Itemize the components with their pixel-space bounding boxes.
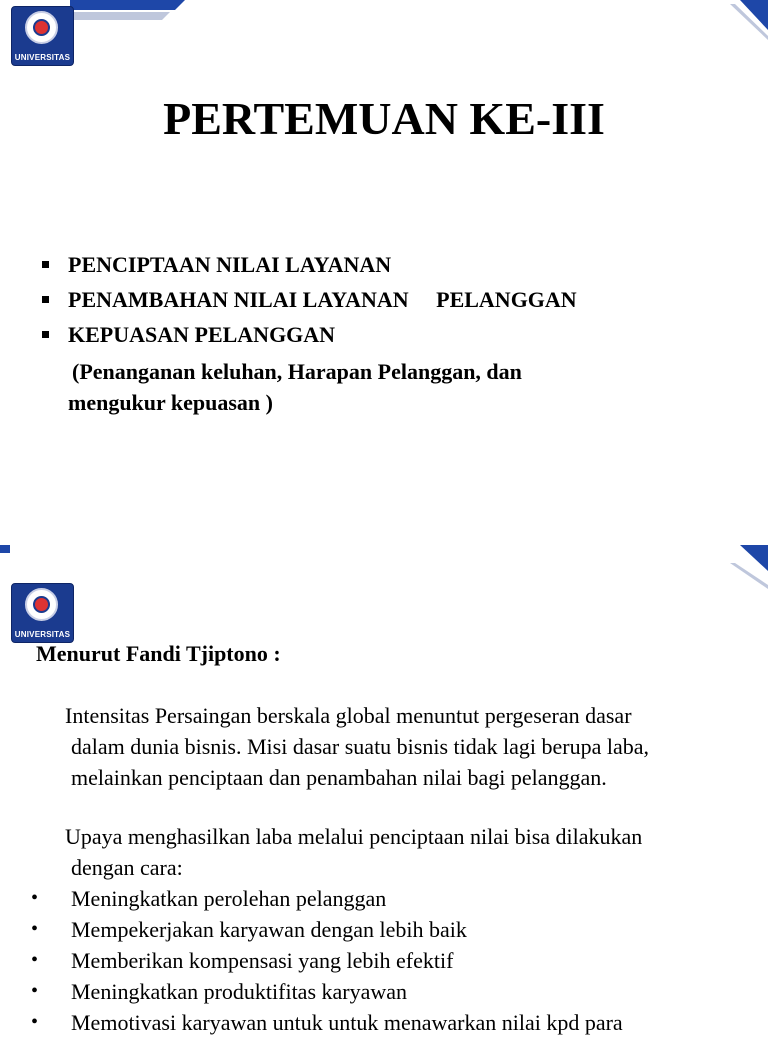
- slide-2: [0, 545, 768, 1035]
- logo-label: UNIVERSITAS: [14, 53, 71, 62]
- university-seal-icon: [25, 11, 58, 44]
- list-item: • Memotivasi karyawan untuk untuk menawarkan nilai kpd para: [0, 1007, 768, 1038]
- square-bullet-icon: [42, 296, 49, 303]
- square-bullet-icon: [42, 261, 49, 268]
- paragraph-1: Intensitas Persaingan berskala global menuntut pergeseran dasar dalam dunia bisnis. Misi dasar suatu bisnis tidak lagi berupa laba, melainkan penciptaan dan penambahan nilai bagi pelanggan.: [65, 703, 650, 790]
- topic-item: PENAMBAHAN NILAI LAYANAN PELANGGAN: [40, 282, 740, 317]
- bullet-icon: •: [31, 918, 39, 940]
- bullet-icon: •: [31, 1011, 39, 1033]
- slide-title: PERTEMUAN KE-III: [163, 93, 605, 144]
- logo-label: UNIVERSITAS: [14, 630, 71, 639]
- list-item: • Memberikan kompensasi yang lebih efektif: [0, 945, 768, 976]
- bullet-list: [0, 883, 768, 1038]
- list-item: • Mempekerjakan karyawan dengan lebih baik: [0, 914, 768, 945]
- topic-note: (Penanganan keluhan, Harapan Pelanggan, dan mengukur kepuasan ): [68, 359, 522, 415]
- square-bullet-icon: [42, 331, 49, 338]
- paragraph-2: Upaya menghasilkan laba melalui penciptaan nilai bisa dilakukan dengan cara:: [65, 824, 643, 880]
- slide-heading: Menurut Fandi Tjiptono :: [36, 641, 281, 666]
- topic-list: [40, 247, 740, 352]
- bullet-icon: •: [31, 887, 39, 909]
- list-item: • Meningkatkan perolehan pelanggan: [0, 883, 768, 914]
- header-stripes: [0, 545, 768, 585]
- university-logo: [11, 583, 74, 643]
- header-stripes: [0, 0, 768, 40]
- bullet-icon: •: [31, 949, 39, 971]
- topic-item: PENCIPTAAN NILAI LAYANAN: [40, 247, 740, 282]
- university-seal-icon: [25, 588, 58, 621]
- list-item: • Meningkatkan produktifitas karyawan: [0, 976, 768, 1007]
- university-logo: [11, 6, 74, 66]
- topic-item: KEPUASAN PELANGGAN: [40, 317, 740, 352]
- bullet-icon: •: [31, 980, 39, 1002]
